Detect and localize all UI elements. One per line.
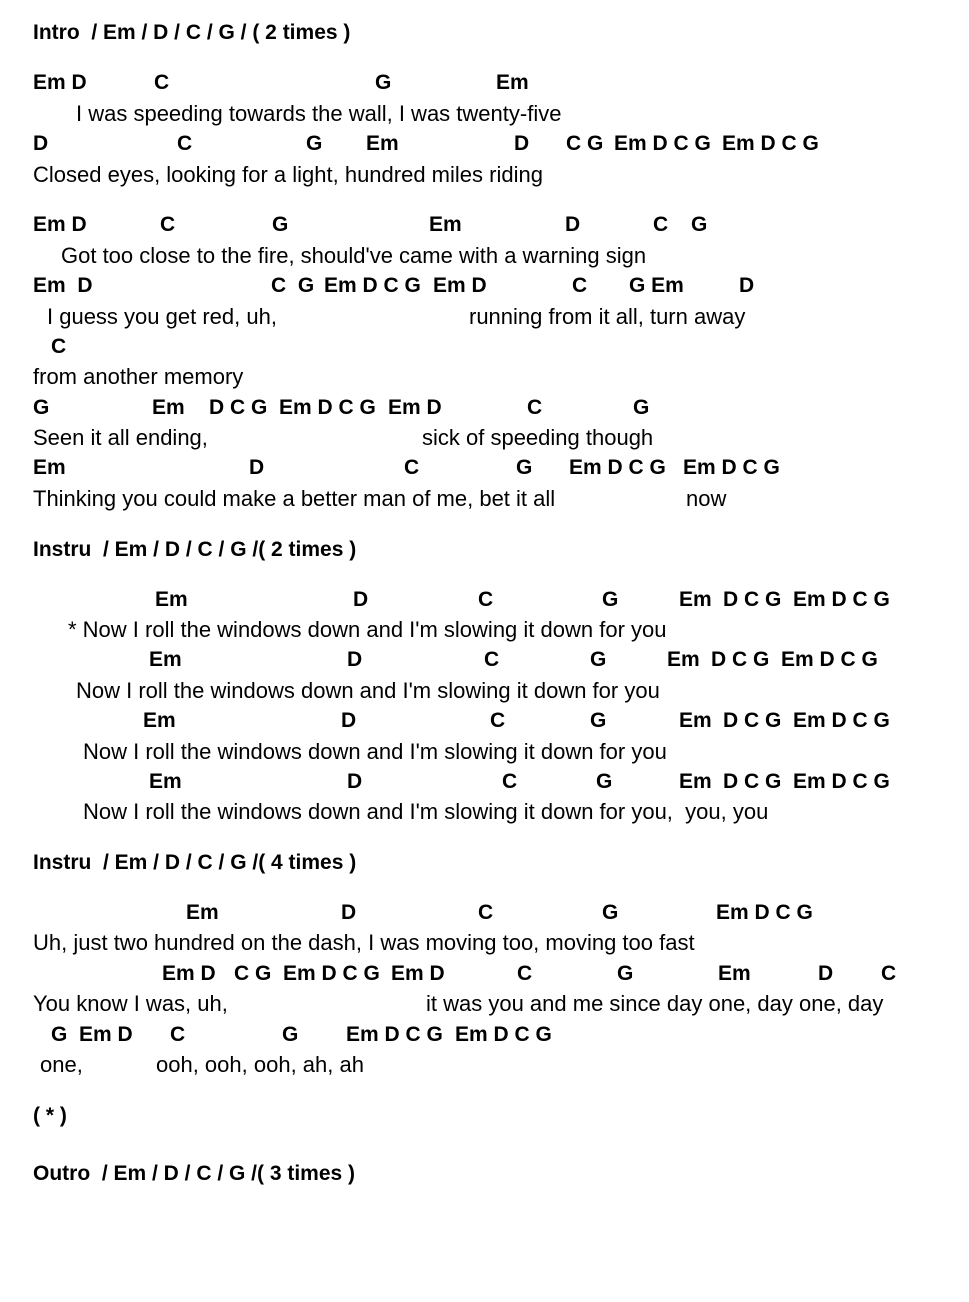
chord: Em D C G [793,770,890,793]
chord: Em [496,71,529,94]
chord: D C G [209,396,268,419]
chord: G [602,901,619,924]
chord: D [341,709,357,732]
chord: Em [718,962,751,985]
repeat-marker: ( * ) [33,1104,67,1127]
chord: Em D C G [569,456,666,479]
chord: C [177,132,193,155]
chord: C G [271,274,315,297]
chord: C G [566,132,604,155]
chord: C [170,1023,186,1046]
chord: Em D C G [455,1023,552,1046]
chord: C [502,770,518,793]
chord: G [617,962,634,985]
section-instru: Instru / Em / D / C / G /( 2 times ) [33,538,357,561]
lyric-line [0,799,769,845]
chord: G [633,396,650,419]
chord: Em D [33,274,93,297]
lyric: Now I roll the windows down and I'm slowing it down for you [83,739,667,764]
chord: Em D [433,274,487,297]
chord: Em [155,588,188,611]
lyric-line [0,1052,364,1120]
chord: C [478,901,494,924]
lyric-line [0,162,543,208]
lyric: Uh, just two hundred on the dash, I was moving too, moving too fast [33,930,695,955]
chord: C [404,456,420,479]
lyric: from another memory [33,364,244,389]
chord: D C G [723,588,782,611]
lyric: I was speeding towards the wall, I was twenty-five [76,101,562,126]
chord: D [347,770,363,793]
chord: G [590,648,607,671]
chord: G [590,709,607,732]
chord: D [33,132,49,155]
chord: Em [679,770,712,793]
section-intro: Intro / Em / D / C / G / ( 2 times ) [33,21,351,44]
chord: C [484,648,500,671]
chord: D [514,132,530,155]
chord: Em D [33,213,87,236]
lyric: Now I roll the windows down and I'm slowing it down for you, you, you [83,799,769,824]
chord: C [490,709,506,732]
chord: G [51,1023,68,1046]
chord: Em D C G [346,1023,443,1046]
lyric: Got too close to the fire, should've came with a warning sign [61,243,647,268]
chord: Em [186,901,219,924]
lyric: sick of speeding though [422,425,654,450]
lyric: ooh, ooh, ooh, ah, ah [156,1052,364,1077]
chord: Em D C G [793,709,890,732]
chord: C [572,274,588,297]
chord: Em D C G [614,132,711,155]
chord: Em D C G [781,648,878,671]
chord: Em [366,132,399,155]
chord: C [51,335,67,358]
chord: G [596,770,613,793]
chord: Em [152,396,185,419]
chord: D [565,213,581,236]
chord: G [306,132,323,155]
chord: G Em [629,274,684,297]
chord: Em D [391,962,445,985]
chord: G [691,213,708,236]
section-instru: Instru / Em / D / C / G /( 4 times ) [33,851,357,874]
chord: Em [667,648,700,671]
chord: C [160,213,176,236]
lyric: Seen it all ending, [33,425,208,450]
chord: Em [429,213,462,236]
chord: D C G [711,648,770,671]
chord: D [341,901,357,924]
chord: C [154,71,170,94]
lyric: * Now I roll the windows down and I'm slowing it down for you [68,617,667,642]
chord: G [33,396,50,419]
chord: C [653,213,669,236]
section-outro: Outro / Em / D / C / G /( 3 times ) [33,1162,356,1185]
chord: Em D C G [283,962,380,985]
chord: G [375,71,392,94]
chord: Em D [79,1023,133,1046]
chord: G [516,456,533,479]
chord: C [478,588,494,611]
chord: G [282,1023,299,1046]
chord: D [347,648,363,671]
chord: Em D [33,71,87,94]
chord: Em D [388,396,442,419]
chord: C [527,396,543,419]
lyric: it was you and me since day one, day one, day [426,991,884,1016]
chord: C [517,962,533,985]
chord: Em D C G [722,132,819,155]
lyric: I guess you get red, uh, [47,304,277,329]
chord: G [272,213,289,236]
lyric: Now I roll the windows down and I'm slowing it down for you [76,678,660,703]
chord: Em [33,456,66,479]
lyric: one, [40,1052,83,1077]
chord: Em D C G [279,396,376,419]
chord: Em [679,709,712,732]
chord: Em [149,648,182,671]
chord: Em D C G [683,456,780,479]
chord: C G [234,962,272,985]
chord: Em D C G [716,901,813,924]
lyric: You know I was, uh, [33,991,228,1016]
chord: C [881,962,897,985]
lyric: Closed eyes, looking for a light, hundred miles riding [33,162,543,187]
lyric: now [686,486,727,511]
chord: Em D [162,962,216,985]
chord: Em [149,770,182,793]
chord: Em D C G [324,274,421,297]
chord: G [602,588,619,611]
chord: D C G [723,770,782,793]
chord: D [818,962,834,985]
lyric: running from it all, turn away [469,304,746,329]
chord: Em D C G [793,588,890,611]
chord: D [739,274,755,297]
chord: Em [143,709,176,732]
chord: Em [679,588,712,611]
chord: D [249,456,265,479]
lyric: Thinking you could make a better man of me, bet it all [33,486,556,511]
chord: D C G [723,709,782,732]
chord: D [353,588,369,611]
